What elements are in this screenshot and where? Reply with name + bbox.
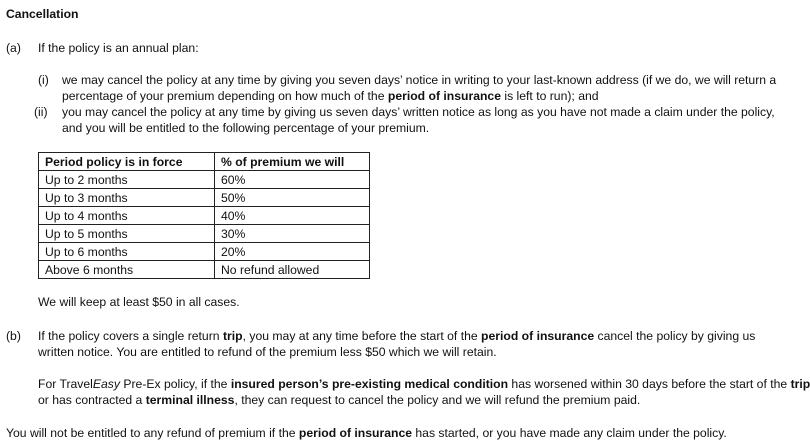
table-cell-period: Above 6 months: [39, 261, 215, 279]
b-p1-term-period: period of insurance: [481, 329, 595, 343]
item-i-line1: we may cancel the policy at any time by giving you seven days’ notice in writing to your last-known address (if we do, we will return a: [62, 73, 777, 87]
footer-text: You will not be entitled to any refund of premium if the: [6, 426, 299, 440]
item-i-line2-pre: percentage of your premium depending on how much of the: [62, 89, 388, 103]
section-b-marker: (b): [6, 329, 21, 343]
table-cell-period: Up to 5 months: [39, 225, 215, 243]
b-p1-text: cancel the policy by giving us: [594, 329, 756, 343]
b-p2-text: Pre-Ex policy, if the: [119, 377, 231, 391]
b-p2-text: For Travel: [38, 377, 93, 391]
item-i-marker: (i): [38, 73, 49, 87]
b-p2-term-condition: insured person’s pre-existing medical condition: [230, 377, 509, 391]
item-i-term: period of insurance: [387, 89, 501, 103]
table-cell-percent: 20%: [215, 243, 370, 261]
b-p2-brand-italic: Easy: [92, 377, 120, 391]
b-p2-text: , they can request to cancel the policy and we will refund the premium paid.: [234, 393, 641, 407]
b-p2-term-trip: trip: [790, 377, 810, 391]
table-row: [39, 261, 370, 279]
b-p2-text: has worsened within 30 days before the start of the: [508, 377, 791, 391]
section-b-p1-line1: [38, 328, 755, 344]
table-row: [39, 243, 370, 261]
b-p1-text: , you may at any time before the start of the: [242, 329, 482, 343]
table-row: [39, 225, 370, 243]
table-row: [39, 189, 370, 207]
table-header-percent: % of premium we will: [215, 153, 370, 171]
section-b-p2-line1: [38, 376, 810, 392]
b-p1-term-trip: trip: [222, 329, 243, 343]
footer-term: period of insurance: [298, 426, 412, 440]
section-a-marker: (a): [6, 41, 21, 55]
section-heading: Cancellation: [6, 7, 79, 21]
table-cell-period: Up to 4 months: [39, 207, 215, 225]
table-cell-period: Up to 3 months: [39, 189, 215, 207]
table-cell-percent: 40%: [215, 207, 370, 225]
section-a-intro: If the policy is an annual plan:: [38, 41, 199, 55]
table-cell-period: Up to 6 months: [39, 243, 215, 261]
table-row: [39, 171, 370, 189]
table-cell-percent: 50%: [215, 189, 370, 207]
footer-text: has started, or you have made any claim under the policy.: [412, 426, 727, 440]
item-i-line2-post: is left to run); and: [500, 89, 599, 103]
table-cell-percent: 30%: [215, 225, 370, 243]
item-ii-line1: you may cancel the policy at any time by giving us seven days’ written notice as long as you have not made a claim under the policy,: [62, 105, 775, 119]
table-cell-period: Up to 2 months: [39, 171, 215, 189]
b-p1-text: If the policy covers a single return: [38, 329, 223, 343]
minimum-retention-note: We will keep at least $50 in all cases.: [38, 295, 240, 309]
item-ii-marker: (ii): [34, 105, 48, 119]
section-b-p1-line2: written notice. You are entitled to refund of the premium less $50 which we will retain.: [38, 345, 497, 359]
table-header-row: [39, 153, 370, 171]
footer-note: [6, 425, 727, 441]
item-ii-line2: and you will be entitled to the following percentage of your premium.: [62, 121, 430, 135]
table-row: [39, 207, 370, 225]
table-cell-percent: No refund allowed: [215, 261, 370, 279]
b-p2-text: or has contracted a: [38, 393, 146, 407]
table-cell-percent: 60%: [215, 171, 370, 189]
item-i-line2: [62, 88, 599, 104]
refund-table: [38, 152, 370, 279]
table-header-period: Period policy is in force: [39, 153, 215, 171]
section-b-p2-line2: [38, 392, 640, 408]
b-p2-term-illness: terminal illness: [145, 393, 235, 407]
